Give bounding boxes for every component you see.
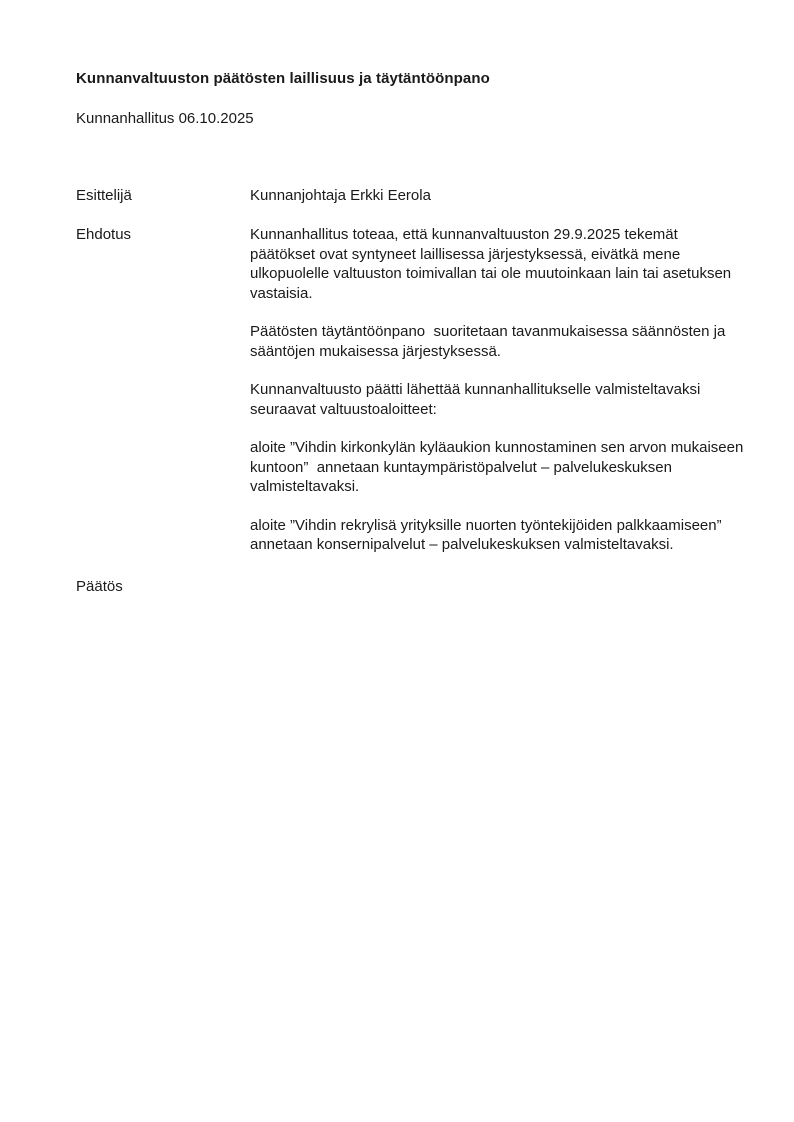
label-paatos: Päätös [76,578,123,595]
proposal-paragraph-2: Päätösten täytäntöönpano suoritetaan tavanmukaisessa säännösten ja sääntöjen mukaisessa järjestyksessä. [250,323,730,360]
proposal-text-block [250,225,746,574]
label-ehdotus: Ehdotus [76,226,132,243]
label-esittelija: Esittelijä [76,187,132,204]
presenter-name: Kunnanjohtaja Erkki Eerola [250,187,431,204]
proposal-paragraph-5: aloite ”Vihdin rekrylisä yrityksille nuorten työntekijöiden palkkaamiseen” annetaan konsernipalvelut – palvelukeskuksen valmisteltavaksi. [250,516,726,553]
document-title: Kunnanvaltuuston päätösten laillisuus ja täytäntöönpano [76,70,490,87]
proposal-paragraph-4: aloite ”Vihdin kirkonkylän kyläaukion kunnostaminen sen arvon mukaiseen kuntoon” annetaan kuntaympäristöpalvelut – palvelukeskuksen valmisteltavaksi. [250,439,748,495]
committee-date-line: Kunnanhallitus 06.10.2025 [76,110,254,127]
proposal-paragraph-3: Kunnanvaltuusto päätti lähettää kunnanhallitukselle valmisteltavaksi seuraavat valtuustoaloitteet: [250,381,705,418]
proposal-paragraph-1: Kunnanhallitus toteaa, että kunnanvaltuuston 29.9.2025 tekemät päätökset ovat syntyneet laillisessa järjestyksessä, eivätkä mene ulkopuolelle valtuuston toimivallan tai ole muutoinkaan lain tai asetuksen vastaisia. [250,226,736,302]
